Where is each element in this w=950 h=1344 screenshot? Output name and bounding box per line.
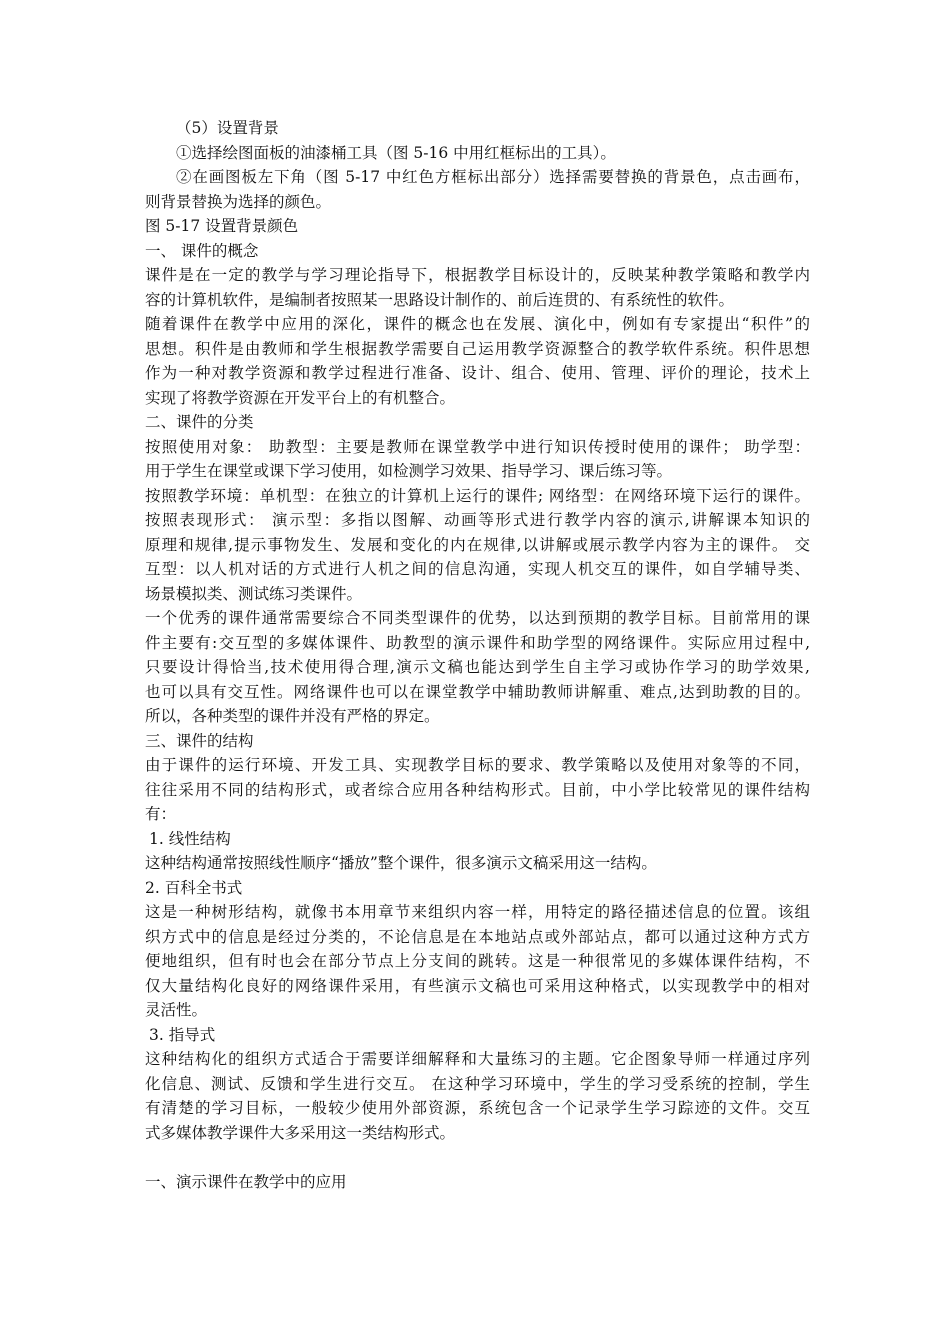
document-page [145,116,810,1194]
paragraph-line: 一个优秀的课件通常需要综合不同类型课件的优势，以达到预期的教学目标。目前常用的课 [145,609,810,627]
paragraph-line: 按照表现形式： 演示型：多指以图解、动画等形式进行教学内容的演示,讲解课本知识的 [145,511,810,529]
paragraph-line: 便地组织，但有时也会在部分节点上分支间的跳转。这是一种很常见的多媒体课件结构，不 [145,952,810,970]
blank-line [145,1145,810,1170]
section-heading: 一、演示课件在教学中的应用 [145,1172,347,1191]
paragraph-line: 灵活性。 [145,1001,208,1019]
step-text: ①选择绘图面板的油漆桶工具（图 5-16 中用红框标出的工具）。 [176,143,616,162]
paragraph-line: 所以，各种类型的课件并没有严格的界定。 [145,707,440,725]
paragraph-line: 化信息、测试、反馈和学生进行交互。 在这种学习环境中，学生的学习受系统的控制，学生 [145,1074,810,1093]
paragraph-line: 场景模拟类、测试练习类课件。 [145,584,363,603]
paragraph-line: 仅大量结构化良好的网络课件采用，有些演示文稿也可采用这种格式，以实现教学中的相对 [145,976,810,995]
paragraph-line: 有： [145,805,177,823]
step-text: ②在画图板左下角（图 5-17 中红色方框标出部分）选择需要替换的背景色，点击画布， [176,168,810,186]
section-heading: 三、课件的结构 [145,731,254,750]
paragraph-line: 互型：以人机对话的方式进行人机之间的信息沟通，实现人机交互的课件，如自学辅导类、 [145,560,810,578]
paragraph-line: 这是一种树形结构，就像书本用章节来组织内容一样，用特定的路径描述信息的位置。该组 [145,903,810,921]
figure-caption: 图 5-17 设置背景颜色 [145,217,299,235]
paragraph-line: 织方式中的信息是经过分类的，不论信息是在本地站点或外部站点，都可以通过这种方式方 [145,927,810,946]
subsection-heading: 1. 线性结构 [149,829,231,848]
paragraph-line: 实现了将教学资源在开发平台上的有机整合。 [145,388,456,407]
subsection-heading: 2. 百科全书式 [145,878,243,897]
paragraph-line: 随着课件在教学中应用的深化，课件的概念也在发展、演化中，例如有专家提出“积件”的 [145,315,810,333]
paragraph-line: 这种结构化的组织方式适合于需要详细解释和大量练习的主题。它企图象导师一样通过序列 [145,1050,810,1068]
paragraph-line: 件主要有:交互型的多媒体课件、助教型的演示课件和助学型的网络课件。实际应用过程中, [145,633,810,652]
paragraph-line: 原理和规律,提示事物发生、发展和变化的内在规律,以讲解或展示教学内容为主的课件。 交 [145,535,810,554]
paragraph-line: 也可以具有交互性。网络课件也可以在课堂教学中辅助教师讲解重、难点,达到助教的目的。 [145,682,810,701]
paragraph-line: 课件是在一定的教学与学习理论指导下，根据教学目标设计的，反映某种教学策略和教学内 [145,266,810,284]
step-text: 则背景替换为选择的颜色。 [145,192,332,211]
paragraph-line: 按照教学环境：单机型：在独立的计算机上运行的课件; 网络型：在网络环境下运行的课件。 [145,486,810,505]
paragraph-line: 往往采用不同的结构形式，或者综合应用各种结构形式。目前，中小学比较常见的课件结构 [145,780,810,799]
paragraph-line: 思想。积件是由教师和学生根据教学需要自己运用教学资源整合的教学软件系统。积件思想 [145,339,810,358]
paragraph-line: 按照使用对象： 助教型：主要是教师在课堂教学中进行知识传授时使用的课件； 助学型： [145,437,810,456]
paragraph-line: 用于学生在课堂或课下学习使用，如检测学习效果、指导学习、课后练习等。 [145,462,673,480]
section-heading: 二、课件的分类 [145,413,254,431]
paragraph-line: 容的计算机软件，是编制者按照某一思路设计制作的、前后连贯的、有系统性的软件。 [145,290,735,309]
subsection-heading: 3. 指导式 [149,1025,216,1044]
paragraph-line: 只要设计得恰当,技术使用得合理,演示文稿也能达到学生自主学习或协作学习的助学效果, [145,658,810,676]
section-heading: 一、 课件的概念 [145,241,259,260]
paragraph-line: 作为一种对教学资源和教学过程进行准备、设计、组合、使用、管理、评价的理论，技术上 [145,364,810,382]
section-heading: （5）设置背景 [176,119,279,137]
paragraph-line: 由于课件的运行环境、开发工具、实现教学目标的要求、教学策略以及使用对象等的不同， [145,756,810,774]
paragraph-line: 式多媒体教学课件大多采用这一类结构形式。 [145,1123,456,1142]
paragraph-line: 有清楚的学习目标，一般较少使用外部资源，系统包含一个记录学生学习踪迹的文件。交互 [145,1099,810,1117]
paragraph-line: 这种结构通常按照线性顺序“播放”整个课件，很多演示文稿采用这一结构。 [145,854,657,872]
